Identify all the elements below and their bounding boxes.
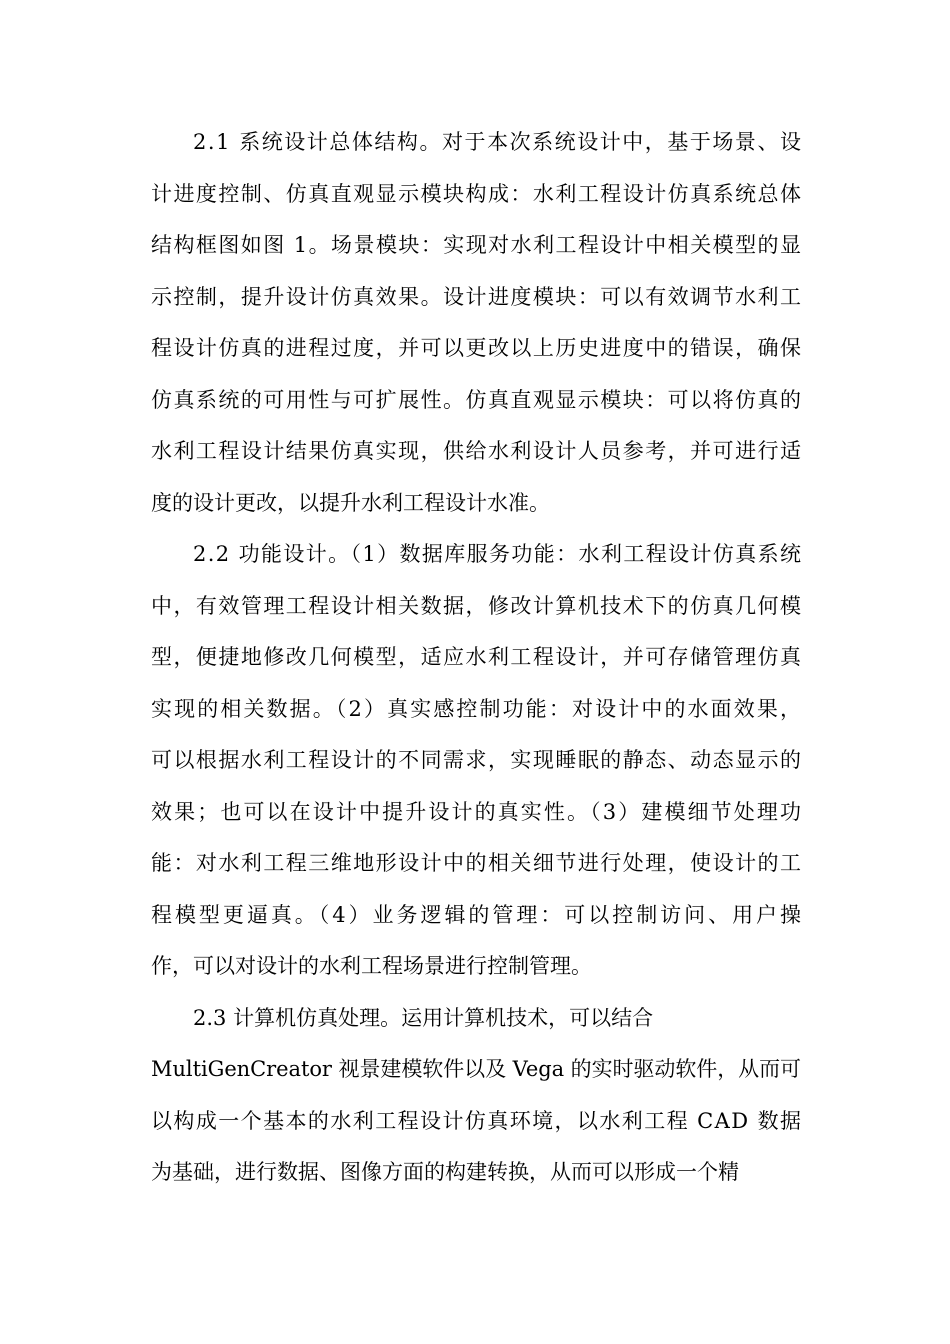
- paragraph-section-2-1: [151, 117, 801, 529]
- paragraph-line: 2.3 计算机仿真处理。运用计算机技术，可以结合: [193, 1005, 654, 1030]
- paragraph-line: 中，有效管理工程设计相关数据，修改计算机技术下的仿真几何模: [151, 593, 803, 618]
- document-body: [151, 117, 804, 1199]
- paragraph-line: 效果；也可以在设计中提升设计的真实性。（3）建模细节处理功: [151, 799, 804, 824]
- paragraph-line: 计进度控制、仿真直观显示模块构成：水利工程设计仿真系统总体: [151, 181, 803, 206]
- paragraph-line: 2.1 系统设计总体结构。对于本次系统设计中，基于场景、设: [193, 130, 803, 154]
- paragraph-line: MultiGenCreator 视景建模软件以及 Vega 的实时驱动软件，从而可: [151, 1057, 801, 1081]
- paragraph-line: 度的设计更改，以提升水利工程设计水准。: [151, 490, 550, 515]
- paragraph-line: 作，可以对设计的水利工程场景进行控制管理。: [151, 954, 592, 978]
- paragraph-line: 仿真系统的可用性与可扩展性。仿真直观显示模块：可以将仿真的: [151, 387, 803, 412]
- paragraph-line: 2.2 功能设计。（1）数据库服务功能：水利工程设计仿真系统: [193, 542, 803, 566]
- paragraph-line: 为基础，进行数据、图像方面的构建转换，从而可以形成一个精: [151, 1160, 739, 1184]
- paragraph-line: 可以根据水利工程设计的不同需求，实现睡眠的静态、动态显示的: [151, 748, 803, 772]
- paragraph-section-2-2: [151, 529, 804, 993]
- paragraph-line: 能：对水利工程三维地形设计中的相关细节进行处理，使设计的工: [151, 851, 803, 875]
- paragraph-line: 程设计仿真的进程过度，并可以更改以上历史进度中的错误，确保: [151, 336, 803, 360]
- paragraph-section-2-3: [151, 993, 801, 1199]
- paragraph-line: 程模型更逼真。（4）业务逻辑的管理：可以控制访问、用户操: [151, 902, 804, 927]
- paragraph-line: 结构框图如图 1。场景模块：实现对水利工程设计中相关模型的显: [151, 233, 803, 257]
- paragraph-line: 水利工程设计结果仿真实现，供给水利设计人员参考，并可进行适: [151, 439, 803, 463]
- paragraph-line: 示控制，提升设计仿真效果。设计进度模块：可以有效调节水利工: [151, 284, 803, 309]
- paragraph-line: 型，便捷地修改几何模型，适应水利工程设计，并可存储管理仿真: [151, 645, 803, 669]
- paragraph-line: 实现的相关数据。（2）真实感控制功能：对设计中的水面效果，: [151, 696, 804, 721]
- paragraph-line: 以构成一个基本的水利工程设计仿真环境，以水利工程 CAD 数据: [151, 1108, 803, 1133]
